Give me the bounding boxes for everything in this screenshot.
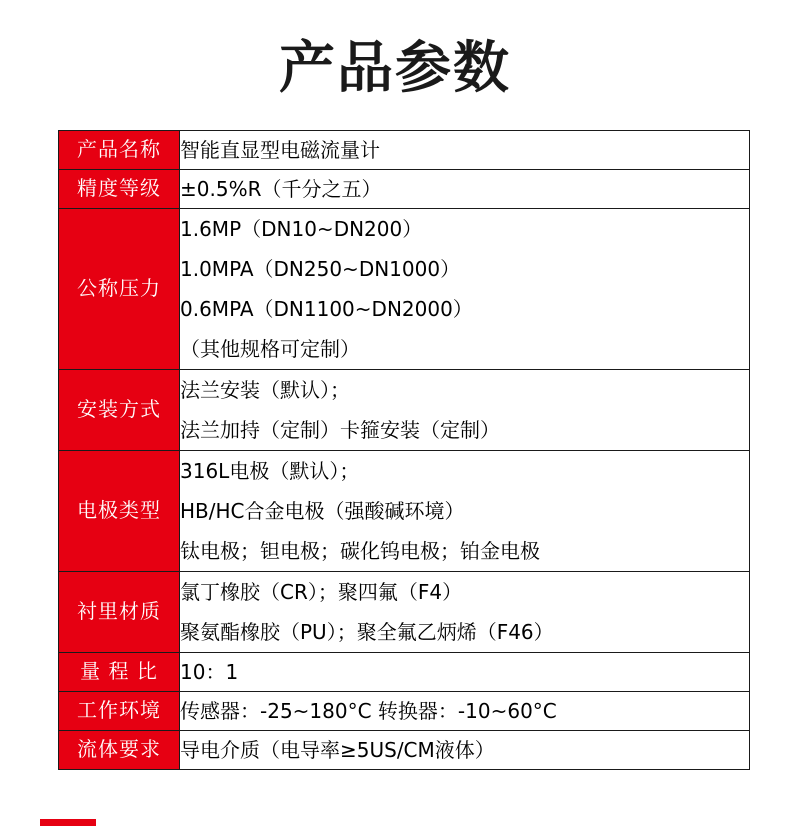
table-row <box>59 730 750 769</box>
value-line: 10：1 <box>180 659 239 684</box>
value-line: ±0.5%R（千分之五） <box>180 176 382 201</box>
row-label-fluid-requirement: 流体要求 <box>59 730 180 769</box>
table-row <box>59 450 750 571</box>
table-row <box>59 369 750 450</box>
value-line: 智能直显型电磁流量计 <box>180 137 380 162</box>
table-row <box>59 571 750 652</box>
row-value-lining-material <box>180 571 750 652</box>
spec-table-container <box>0 110 790 770</box>
value-line: 传感器：-25~180°C 转换器：-10~60°C <box>180 698 557 723</box>
value-line: （其他规格可定制） <box>180 336 360 361</box>
row-value-accuracy-grade <box>180 169 750 208</box>
row-label-product-name: 产品名称 <box>59 130 180 169</box>
value-line: 聚氨酯橡胶（PU）；聚全氟乙炳烯（F46） <box>180 619 554 644</box>
value-line: 1.6MP（DN10~DN200） <box>180 216 423 241</box>
value-line: HB/HC合金电极（强酸碱环境） <box>180 498 465 523</box>
value-line: 钛电极；钽电极；碳化钨电极；铂金电极 <box>180 538 540 563</box>
table-row <box>59 208 750 369</box>
value-line: 1.0MPA（DN250~DN1000） <box>180 256 461 281</box>
table-row <box>59 169 750 208</box>
value-line: 法兰安装（默认）； <box>180 377 350 402</box>
table-row <box>59 691 750 730</box>
table-row <box>59 652 750 691</box>
row-label-installation-method: 安装方式 <box>59 369 180 450</box>
value-line: 导电介质（电导率≥5US/CM液体） <box>180 737 495 762</box>
table-row <box>59 130 750 169</box>
row-value-product-name <box>180 130 750 169</box>
row-value-installation-method <box>180 369 750 450</box>
row-value-nominal-pressure <box>180 208 750 369</box>
row-label-lining-material: 衬里材质 <box>59 571 180 652</box>
row-value-electrode-type <box>180 450 750 571</box>
page-title: 产品参数 <box>279 36 511 101</box>
decorative-bottom-bar <box>40 819 96 826</box>
value-line: 0.6MPA（DN1100~DN2000） <box>180 296 473 321</box>
row-label-nominal-pressure: 公称压力 <box>59 208 180 369</box>
row-label-accuracy-grade: 精度等级 <box>59 169 180 208</box>
value-line: 氯丁橡胶（CR）；聚四氟（F4） <box>180 579 463 604</box>
value-line: 316L电极（默认）； <box>180 458 360 483</box>
row-label-electrode-type: 电极类型 <box>59 450 180 571</box>
product-parameters-table <box>58 130 750 770</box>
row-label-working-environment: 工作环境 <box>59 691 180 730</box>
row-value-turndown-ratio <box>180 652 750 691</box>
row-label-turndown-ratio: 量 程 比 <box>59 652 180 691</box>
value-line: 法兰加持（定制）卡箍安装（定制） <box>180 417 500 442</box>
row-value-working-environment <box>180 691 750 730</box>
row-value-fluid-requirement <box>180 730 750 769</box>
